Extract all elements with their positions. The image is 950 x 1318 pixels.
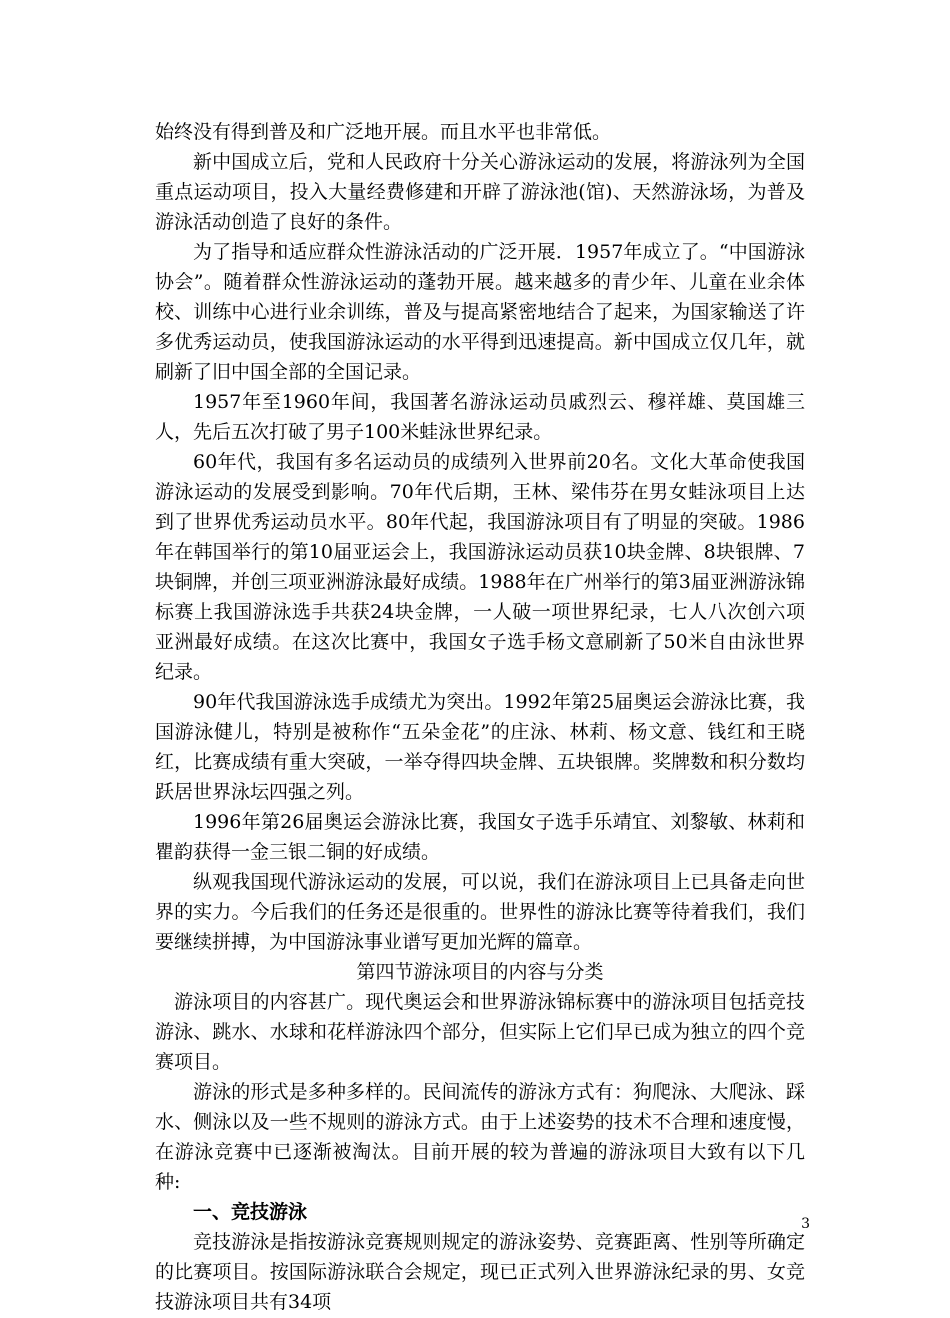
section-paragraph-1: 游泳项目的内容甚广。现代奥运会和世界游泳锦标赛中的游泳项目包括竞技游泳、跳水、水球和花样游泳四个部分，但实际上它们早已成为独立的四个竞赛项目。	[155, 991, 805, 1073]
paragraph-6: 90年代我国游泳选手成绩尤为突出。1992年第25届奥运会游泳比赛，我国游泳健儿，特别是被称作“五朵金花”的庄泳、林莉、杨文意、钱红和王晓红，比赛成绩有重大突破，一举夺得四块金牌、五块银牌。奖牌数和积分数均跃居世界泳坛四强之列。	[155, 691, 805, 803]
section-title: 第四节游泳项目的内容与分类	[356, 961, 604, 983]
paragraph-4: 1957年至1960年间，我国著名游泳运动员戚烈云、穆祥雄、莫国雄三人，先后五次打破了男子100米蛙泳世界纪录。	[155, 391, 805, 443]
paragraph-8: 纵观我国现代游泳运动的发展，可以说，我们在游泳项目上已具备走向世界的实力。今后我们的任务还是很重的。世界性的游泳比赛等待着我们，我们要继续拼搏，为中国游泳事业谱写更加光辉的篇章。	[155, 871, 805, 953]
page-content	[155, 117, 805, 1317]
paragraph-1: 始终没有得到普及和广泛地开展。而且水平也非常低。	[155, 121, 612, 143]
paragraph-5: 60年代，我国有多名运动员的成绩列入世界前20名。文化大革命使我国游泳运动的发展受到影响。70年代后期，王林、梁伟芬在男女蛙泳项目上达到了世界优秀运动员水平。80年代起，我国游泳项目有了明显的突破。1986年在韩国举行的第10届亚运会上，我国游泳运动员获10块金牌、8块银牌、7块铜牌，并创三项亚洲游泳最好成绩。1988年在广州举行的第3届亚洲游泳锦标赛上我国游泳选手共获24块金牌，一人破一项世界纪录，七人八次创六项亚洲最好成绩。在这次比赛中，我国女子选手杨文意刷新了50米自由泳世界纪录。	[155, 451, 805, 683]
final-paragraph: 竞技游泳是指按游泳竞赛规则规定的游泳姿势、竞赛距离、性别等所确定的比赛项目。按国际游泳联合会规定，现已正式列入世界游泳纪录的男、女竞技游泳项目共有34项	[155, 1231, 805, 1313]
paragraph-7: 1996年第26届奥运会游泳比赛，我国女子选手乐靖宜、刘黎敏、林莉和瞿韵获得一金三银二铜的好成绩。	[155, 811, 805, 863]
section-paragraph-2: 游泳的形式是多种多样的。民间流传的游泳方式有：狗爬泳、大爬泳、踩水、侧泳以及一些不规则的游泳方式。由于上述姿势的技术不合理和速度慢，在游泳竞赛中已逐渐被淘汰。目前开展的较为普遍的游泳项目大致有以下几种:	[155, 1081, 805, 1193]
page-number: 3	[801, 1216, 810, 1232]
subheading: 一、竞技游泳	[193, 1201, 308, 1223]
paragraph-3: 为了指导和适应群众性游泳活动的广泛开展．1957年成立了。“中国游泳协会”。随着群众性游泳运动的蓬勃开展。越来越多的青少年、儿童在业余体校、训练中心进行业余训练，普及与提高紧密地结合了起来，为国家输送了许多优秀运动员，使我国游泳运动的水平得到迅速提高。新中国成立仅几年，就刷新了旧中国全部的全国记录。	[155, 241, 805, 383]
paragraph-2: 新中国成立后，党和人民政府十分关心游泳运动的发展，将游泳列为全国重点运动项目，投入大量经费修建和开辟了游泳池(馆)、天然游泳场，为普及游泳活动创造了良好的条件。	[155, 151, 805, 233]
